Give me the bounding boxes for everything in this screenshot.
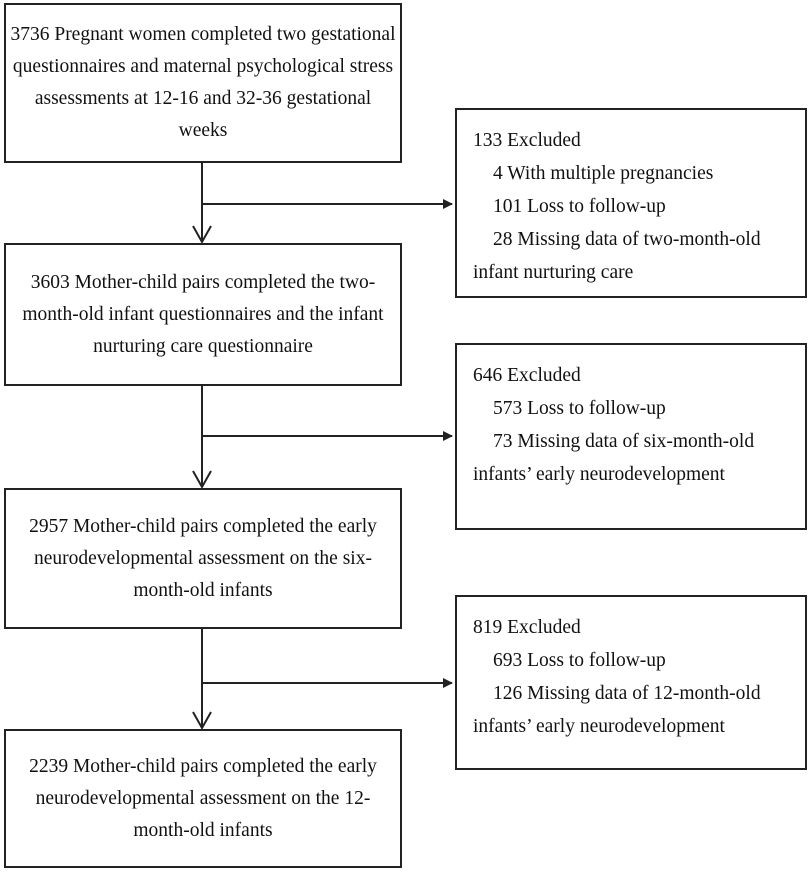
excluded-box-2 <box>455 343 807 530</box>
excluded-2-item: 573 Loss to follow-up <box>493 398 666 419</box>
excluded-3-continuation: infants’ early neurodevelopment <box>473 716 725 737</box>
excluded-2-title: 646 Excluded <box>473 365 581 386</box>
six-month-box <box>4 488 402 629</box>
excluded-1-item: 4 With multiple pregnancies <box>493 163 714 184</box>
excluded-1-item: 28 Missing data of two-month-old <box>493 229 761 250</box>
excluded-box-3 <box>455 595 807 770</box>
two-month-box <box>4 243 402 386</box>
excluded-3-item: 693 Loss to follow-up <box>493 650 666 671</box>
excluded-1-continuation: infant nurturing care <box>473 262 634 283</box>
excluded-box-1 <box>455 108 807 298</box>
excluded-3-title: 819 Excluded <box>473 617 581 638</box>
excluded-1-item: 101 Loss to follow-up <box>493 196 666 217</box>
two-month-text: 3603 Mother-child pairs completed the two-month-old infant questionnaires and the infant nurturing care questionnaire <box>22 271 384 357</box>
excluded-2-item: 73 Missing data of six-month-old <box>493 431 755 452</box>
twelve-month-box <box>4 729 402 868</box>
twelve-month-text: 2239 Mother-child pairs completed the early neurodevelopmental assessment on the 12-month-old infants <box>29 755 377 841</box>
excluded-3-item: 126 Missing data of 12-month-old <box>493 683 761 704</box>
enrollment-text: 3736 Pregnant women completed two gestational questionnaires and maternal psychological stress assessments at 12-16 and 32-36 gestational weeks <box>10 24 396 141</box>
excluded-1-title: 133 Excluded <box>473 130 581 151</box>
six-month-text: 2957 Mother-child pairs completed the early neurodevelopmental assessment on the six-month-old infants <box>29 515 377 601</box>
enrollment-box <box>4 3 402 163</box>
excluded-2-continuation: infants’ early neurodevelopment <box>473 464 725 485</box>
